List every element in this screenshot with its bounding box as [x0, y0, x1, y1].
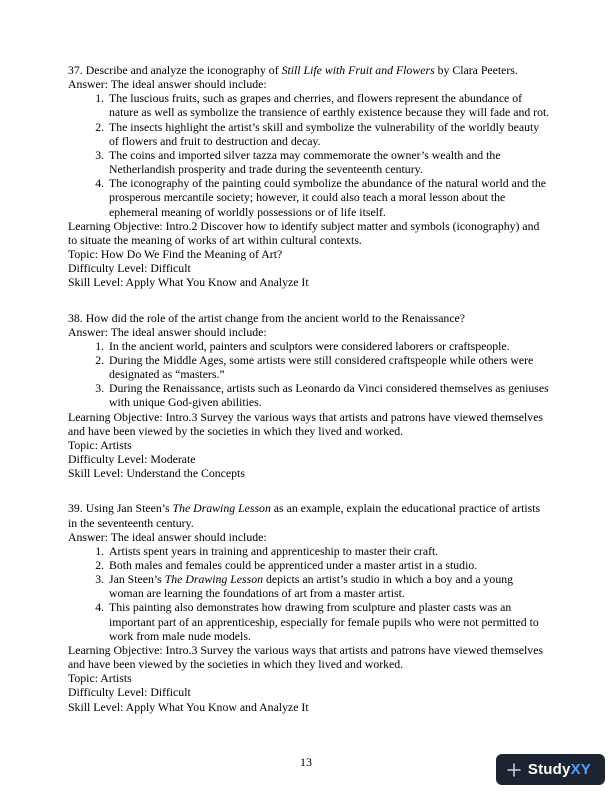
topic-line: Topic: Artists	[68, 671, 132, 686]
difficulty-level-line: Difficulty Level: Moderate	[68, 452, 196, 467]
learning-objective: Learning Objective: Intro.2 Discover how to identify subject matter and symbols (iconography) and to situate the meaning of works of art within cultural contexts.	[68, 218, 540, 247]
answer-point: 3. Jan Steen’s The Drawing Lesson depicts an artist’s studio in which a boy and a young woman are learning the foundations of art from a master artist.	[107, 572, 550, 600]
answer-list	[68, 544, 550, 643]
answer-point: 2. Both males and females could be apprenticed under a master artist in a studio.	[107, 558, 550, 572]
studyxy-logo	[496, 754, 605, 785]
answer-point: 2. During the Middle Ages, some artists were still considered craftspeople while others were designated as “masters.”	[107, 353, 550, 381]
brand-wordmark	[528, 761, 591, 778]
answer-point: 4. The iconography of the painting could symbolize the abundance of the natural world and the prosperous mercantile society; however, it could also teach a moral lesson about the ephemeral meaning of worldly possessions or of life itself.	[107, 176, 550, 218]
topic-line: Topic: Artists	[68, 437, 132, 452]
difficulty-level-line: Difficulty Level: Difficult	[68, 685, 191, 700]
question-stem: 39. Using Jan Steen’s The Drawing Lesson as an example, explain the educational practice of artists in the seventeenth century.	[68, 501, 541, 530]
skill-level-line: Skill Level: Apply What You Know and Analyze It	[68, 275, 309, 290]
page-number: 13	[300, 755, 312, 769]
answer-intro: Answer: The ideal answer should include:	[68, 324, 267, 339]
answer-list	[68, 339, 550, 410]
page-content	[68, 63, 550, 714]
question-block-39	[68, 501, 550, 713]
answer-point: 3. The coins and imported silver tazza may commemorate the owner’s wealth and the Netherlandish prosperity and trade during the seventeenth century.	[107, 148, 550, 176]
answer-point: 1. In the ancient world, painters and sculptors were considered laborers or craftspeople.	[107, 339, 550, 353]
question-block-38	[68, 311, 550, 481]
topic-line: Topic: How Do We Find the Meaning of Art?	[68, 247, 283, 262]
skill-level-line: Skill Level: Understand the Concepts	[68, 466, 245, 481]
question-stem: 38. How did the role of the artist change from the ancient world to the Renaissance?	[68, 310, 466, 325]
answer-point: 1. The luscious fruits, such as grapes and cherries, and flowers represent the abundance of nature as well as symbolize the transience of earthly existence because they will fade and rot.	[107, 91, 550, 119]
learning-objective: Learning Objective: Intro.3 Survey the various ways that artists and patrons have viewed themselves and have been viewed by the societies in which they lived and worked.	[68, 409, 544, 438]
answer-intro: Answer: The ideal answer should include:	[68, 77, 267, 92]
answer-point: 4. This painting also demonstrates how drawing from sculpture and plaster casts was an important part of an apprenticeship, especially for female pupils who were not permitted to work from male nude models.	[107, 600, 550, 642]
plus-icon	[507, 763, 521, 777]
brand-name-accent: XY	[570, 761, 591, 778]
answer-point: 2. The insects highlight the artist’s skill and symbolize the vulnerability of the worldly beauty of flowers and fruit to destruction and decay.	[107, 120, 550, 148]
brand-name-primary: Study	[527, 761, 571, 778]
answer-intro: Answer: The ideal answer should include:	[68, 529, 267, 544]
answer-list	[68, 91, 550, 218]
question-block-37	[68, 63, 550, 290]
answer-point: 1. Artists spent years in training and apprenticeship to master their craft.	[107, 544, 550, 558]
learning-objective: Learning Objective: Intro.3 Survey the various ways that artists and patrons have viewed themselves and have been viewed by the societies in which they lived and worked.	[68, 642, 544, 672]
difficulty-level-line: Difficulty Level: Difficult	[68, 261, 191, 276]
question-stem: 37. Describe and analyze the iconography of Still Life with Fruit and Flowers by Clara Peeters.	[68, 63, 518, 77]
answer-point: 3. During the Renaissance, artists such as Leonardo da Vinci considered themselves as geniuses with unique God-given abilities.	[107, 381, 550, 409]
skill-level-line: Skill Level: Apply What You Know and Analyze It	[68, 699, 309, 714]
